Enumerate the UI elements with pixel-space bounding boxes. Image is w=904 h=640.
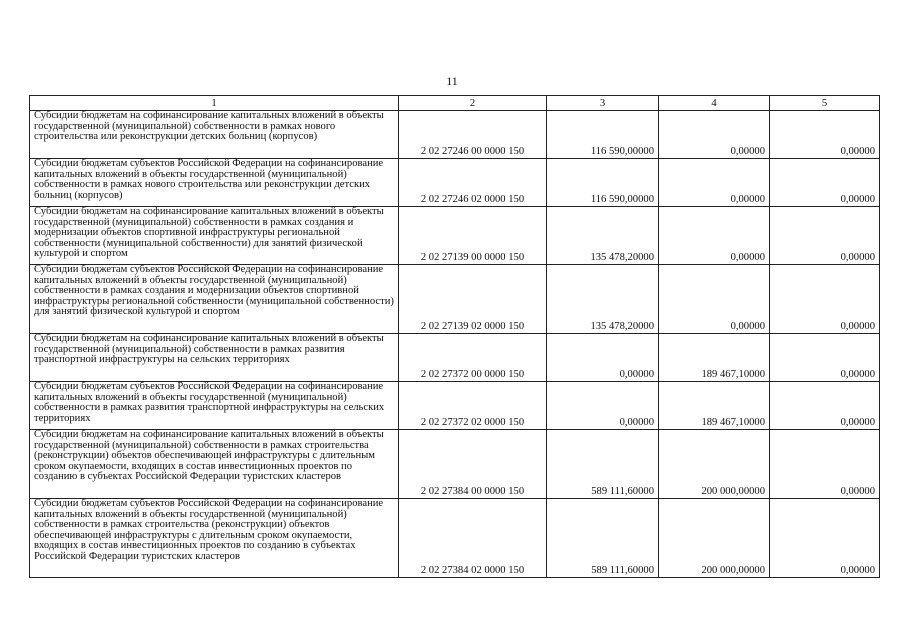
table-row: [30, 430, 880, 499]
column-header: 4: [659, 96, 770, 111]
amount-col4: 0,00000: [659, 207, 770, 265]
amount-col5: 0,00000: [770, 382, 880, 430]
table-row: [30, 207, 880, 265]
amount-col5: 0,00000: [770, 207, 880, 265]
amount-col3: 116 590,00000: [547, 111, 659, 159]
row-description: Субсидии бюджетам субъектов Российской Федерации на софинансирование капитальных вложений в объекты государственной (муниципальной) собственности в рамках создания и модернизации объектов спортивной инфраструктуры региональной собственности (муниципальной собственности) для занятий физической культурой и спортом: [30, 265, 399, 334]
amount-col4: 0,00000: [659, 111, 770, 159]
amount-col5: 0,00000: [770, 499, 880, 578]
column-header: 3: [547, 96, 659, 111]
table-row: [30, 265, 880, 334]
row-description: Субсидии бюджетам субъектов Российской Федерации на софинансирование капитальных вложений в объекты государственной (муниципальной) собственности в рамках развития транспортной инфраструктуры на сельских территориях: [30, 382, 399, 430]
row-description: Субсидии бюджетам субъектов Российской Федерации на софинансирование капитальных вложений в объекты государственной (муниципальной) собственности в рамках строительства (реконструкции) объектов обеспечивающей инфраструктуры с длительным сроком окупаемости, входящих в состав инвестиционных проектов по созданию в субъектах Российской Федерации туристских кластеров: [30, 499, 399, 578]
budget-code: 2 02 27372 02 0000 150: [399, 382, 547, 430]
amount-col4: 0,00000: [659, 159, 770, 207]
amount-col3: 135 478,20000: [547, 207, 659, 265]
budget-code: 2 02 27384 02 0000 150: [399, 499, 547, 578]
table-header-row: [30, 96, 880, 111]
column-header: 5: [770, 96, 880, 111]
row-description: Субсидии бюджетам субъектов Российской Федерации на софинансирование капитальных вложений в объекты государственной (муниципальной) собственности в рамках нового строительства или реконструкции детских больниц (корпусов): [30, 159, 399, 207]
budget-code: 2 02 27372 00 0000 150: [399, 334, 547, 382]
amount-col3: 0,00000: [547, 334, 659, 382]
column-header: 1: [30, 96, 399, 111]
amount-col5: 0,00000: [770, 430, 880, 499]
amount-col4: 0,00000: [659, 265, 770, 334]
budget-code: 2 02 27139 02 0000 150: [399, 265, 547, 334]
budget-code: 2 02 27246 02 0000 150: [399, 159, 547, 207]
amount-col5: 0,00000: [770, 265, 880, 334]
table-row: [30, 111, 880, 159]
amount-col3: 589 111,60000: [547, 499, 659, 578]
table-row: [30, 159, 880, 207]
row-description: Субсидии бюджетам на софинансирование капитальных вложений в объекты государственной (муниципальной) собственности в рамках нового строительства или реконструкции детских больниц (корпусов): [30, 111, 399, 159]
column-header: 2: [399, 96, 547, 111]
budget-code: 2 02 27246 00 0000 150: [399, 111, 547, 159]
page-number: 11: [446, 74, 458, 88]
row-description: Субсидии бюджетам на софинансирование капитальных вложений в объекты государственной (муниципальной) собственности в рамках строительства (реконструкции) объектов обеспечивающей инфраструктуры с длительным сроком окупаемости, входящих в состав инвестиционных проектов по созданию в субъектах Российской Федерации туристских кластеров: [30, 430, 399, 499]
budget-code: 2 02 27384 00 0000 150: [399, 430, 547, 499]
amount-col4: 200 000,00000: [659, 430, 770, 499]
amount-col5: 0,00000: [770, 334, 880, 382]
row-description: Субсидии бюджетам на софинансирование капитальных вложений в объекты государственной (муниципальной) собственности в рамках развития транспортной инфраструктуры на сельских территориях: [30, 334, 399, 382]
amount-col3: 135 478,20000: [547, 265, 659, 334]
amount-col4: 189 467,10000: [659, 334, 770, 382]
amount-col4: 200 000,00000: [659, 499, 770, 578]
amount-col4: 189 467,10000: [659, 382, 770, 430]
amount-col3: 0,00000: [547, 382, 659, 430]
table-row: [30, 499, 880, 578]
amount-col5: 0,00000: [770, 111, 880, 159]
budget-table: [29, 95, 880, 578]
amount-col3: 116 590,00000: [547, 159, 659, 207]
table-row: [30, 334, 880, 382]
table-row: [30, 382, 880, 430]
amount-col3: 589 111,60000: [547, 430, 659, 499]
amount-col5: 0,00000: [770, 159, 880, 207]
budget-code: 2 02 27139 00 0000 150: [399, 207, 547, 265]
row-description: Субсидии бюджетам на софинансирование капитальных вложений в объекты государственной (муниципальной) собственности в рамках создания и модернизации объектов спортивной инфраструктуры региональной собственности (муниципальной собственности) для занятий физической культурой и спортом: [30, 207, 399, 265]
